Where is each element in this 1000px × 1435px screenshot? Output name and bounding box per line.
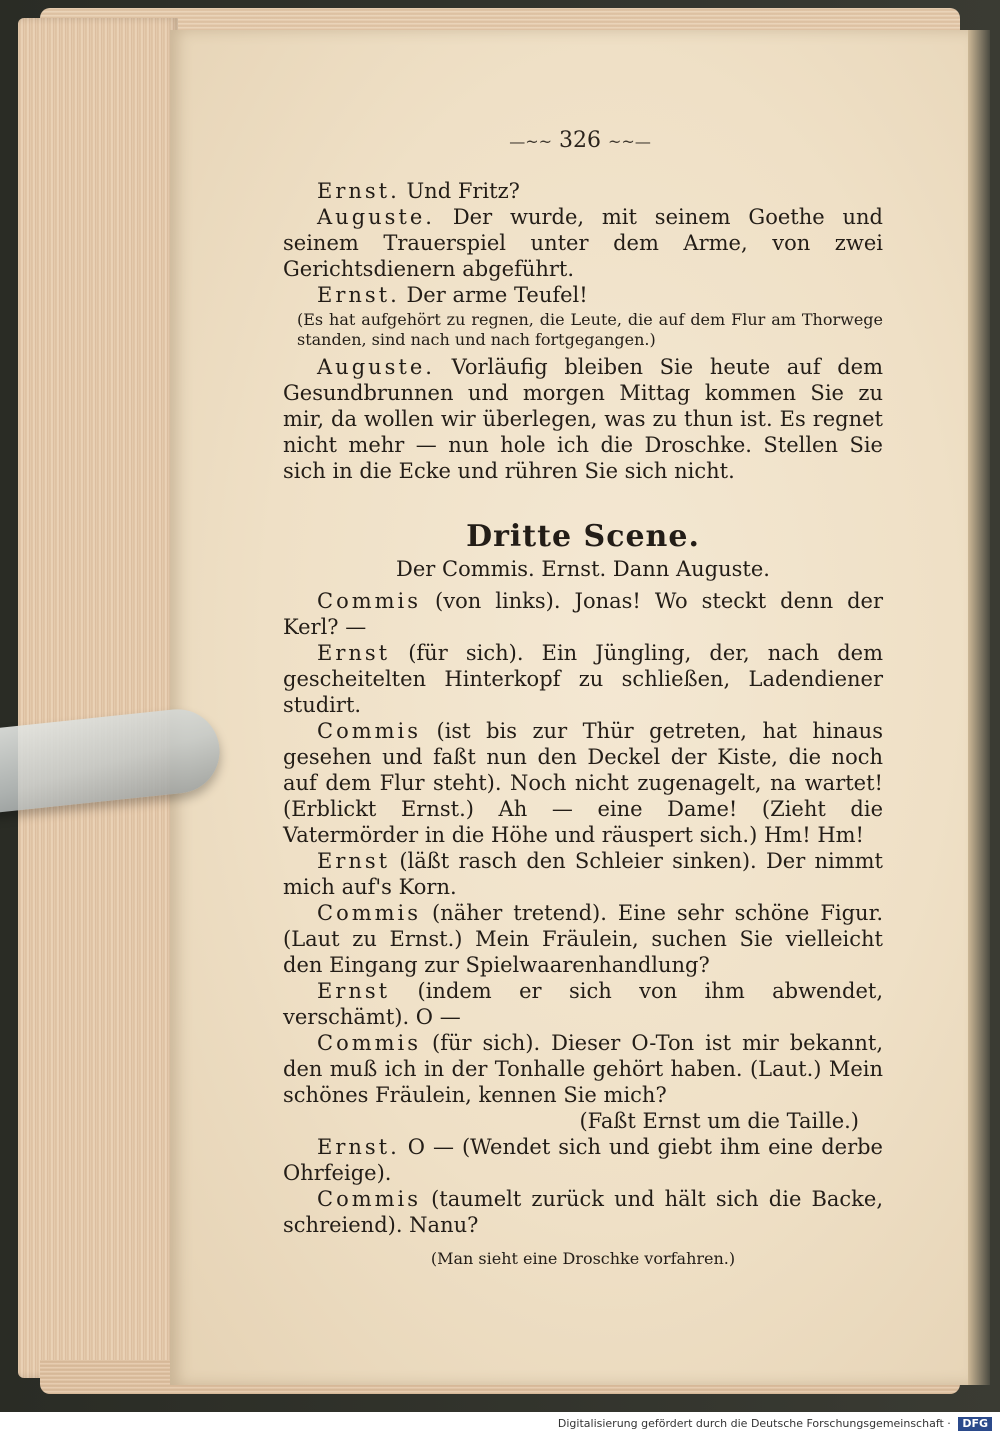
speaker-name: Commis [317,589,422,613]
scene-cast: Der Commis. Ernst. Dann Auguste. [396,557,770,581]
dialogue-line [283,978,883,1030]
dialogue-text: (taumelt zurück und hält sich die Backe, schreiend). Nanu? [283,1187,883,1237]
speaker-name: Commis [317,901,422,925]
dialogue-text: (für sich). Dieser O-Ton ist mir bekannt, den muß ich in der Tonhalle gehört haben. (Laut.) Mein schönes Fräulein, kennen Sie mich? [283,1031,883,1107]
dialogue-text: (indem er sich von ihm abwendet, verschämt). O — [283,979,883,1029]
dialogue-line [283,848,883,900]
dialogue-text: (läßt rasch den Schleier sinken). Der nimmt mich auf's Korn. [283,849,883,899]
dialogue-line [283,354,883,484]
speaker-name: Ernst. [317,283,400,307]
dialogue-text: (von links). Jonas! Wo steckt denn der Kerl? — [283,589,883,639]
footer-bar [0,1412,1000,1435]
page-header [495,128,665,153]
page-number: 326 [559,128,601,153]
dialogue-line [283,282,883,308]
dialogue-line [283,1186,883,1238]
speaker-name: Commis [317,719,422,743]
dialogue-text: Der arme Teufel! [399,283,588,307]
dialogue-line [283,718,883,848]
stage-direction-final: (Man sieht eine Droschke vorfahren.) [430,1249,736,1268]
footer-credit: Digitalisierung gefördert durch die Deutsche Forschungsgemeinschaft · [557,1417,951,1430]
scene-title: Dritte Scene. [466,519,700,554]
dialogue-text: Vorläufig bleiben Sie heute auf dem Gesundbrunnen und morgen Mittag kommen Sie zu mir, da wollen wir überlegen, was zu thun ist. Es regnet nicht mehr — nun hole ich die Droschke. Stellen Sie sich in die Ecke und rühren Sie sich nicht. [283,355,883,483]
page-text [283,178,883,1272]
speaker-name: Auguste. [317,205,435,229]
speaker-name: Ernst. [317,1135,400,1159]
dialogue-line [283,1134,883,1186]
speaker-name: Commis [317,1187,422,1211]
dialogue-line [283,178,883,204]
speaker-name: Ernst [317,979,391,1003]
speaker-name: Ernst [317,641,391,665]
dialogue-line [283,640,883,718]
dialogue-text: Und Fritz? [399,179,520,203]
dialogue-line [283,1030,883,1108]
speaker-name: Commis [317,1031,422,1055]
dialogue-text: (für sich). Ein Jüngling, der, nach dem gescheitelten Hinterkopf zu schließen, Ladendiener studirt. [283,641,883,717]
stage-direction: (Es hat aufgehört zu regnen, die Leute, die auf dem Flur am Thorwege standen, sind nach und nach fortgegangen.) [297,310,883,349]
dialogue-text: (ist bis zur Thür getreten, hat hinaus gesehen und faßt nun den Deckel der Kiste, die noch auf dem Flur steht). Noch nicht zugenagelt, na wartet! (Erblickt Ernst.) Ah — eine Dame! (Zieht die Vatermörder in die Höhe und räuspert sich.) Hm! Hm! [283,719,883,847]
dialogue-text: Der wurde, mit seinem Goethe und seinem Trauerspiel unter dem Arme, von zwei Gerichtsdienern abgeführt. [283,205,883,281]
header-ornament-left: —~~ [509,132,552,151]
speaker-name: Ernst [317,849,391,873]
dfg-logo-icon: DFG [958,1417,992,1431]
book-page-edges [18,18,178,1378]
dialogue-line [283,204,883,282]
dialogue-line [283,900,883,978]
dialogue-line [283,588,883,640]
dialogue-text: (näher tretend). Eine sehr schöne Figur. (Laut zu Ernst.) Mein Fräulein, suchen Sie vielleicht den Eingang zur Spielwaarenhandlung? [283,901,883,977]
speaker-name: Ernst. [317,179,400,203]
header-ornament-right: ~~— [608,132,651,151]
stage-direction-right: (Faßt Ernst um die Taille.) [579,1109,859,1133]
page-gutter-shadow [968,30,990,1385]
dialogue-text: O — (Wendet sich und giebt ihm eine derbe Ohrfeige). [283,1135,883,1185]
speaker-name: Auguste. [317,355,435,379]
